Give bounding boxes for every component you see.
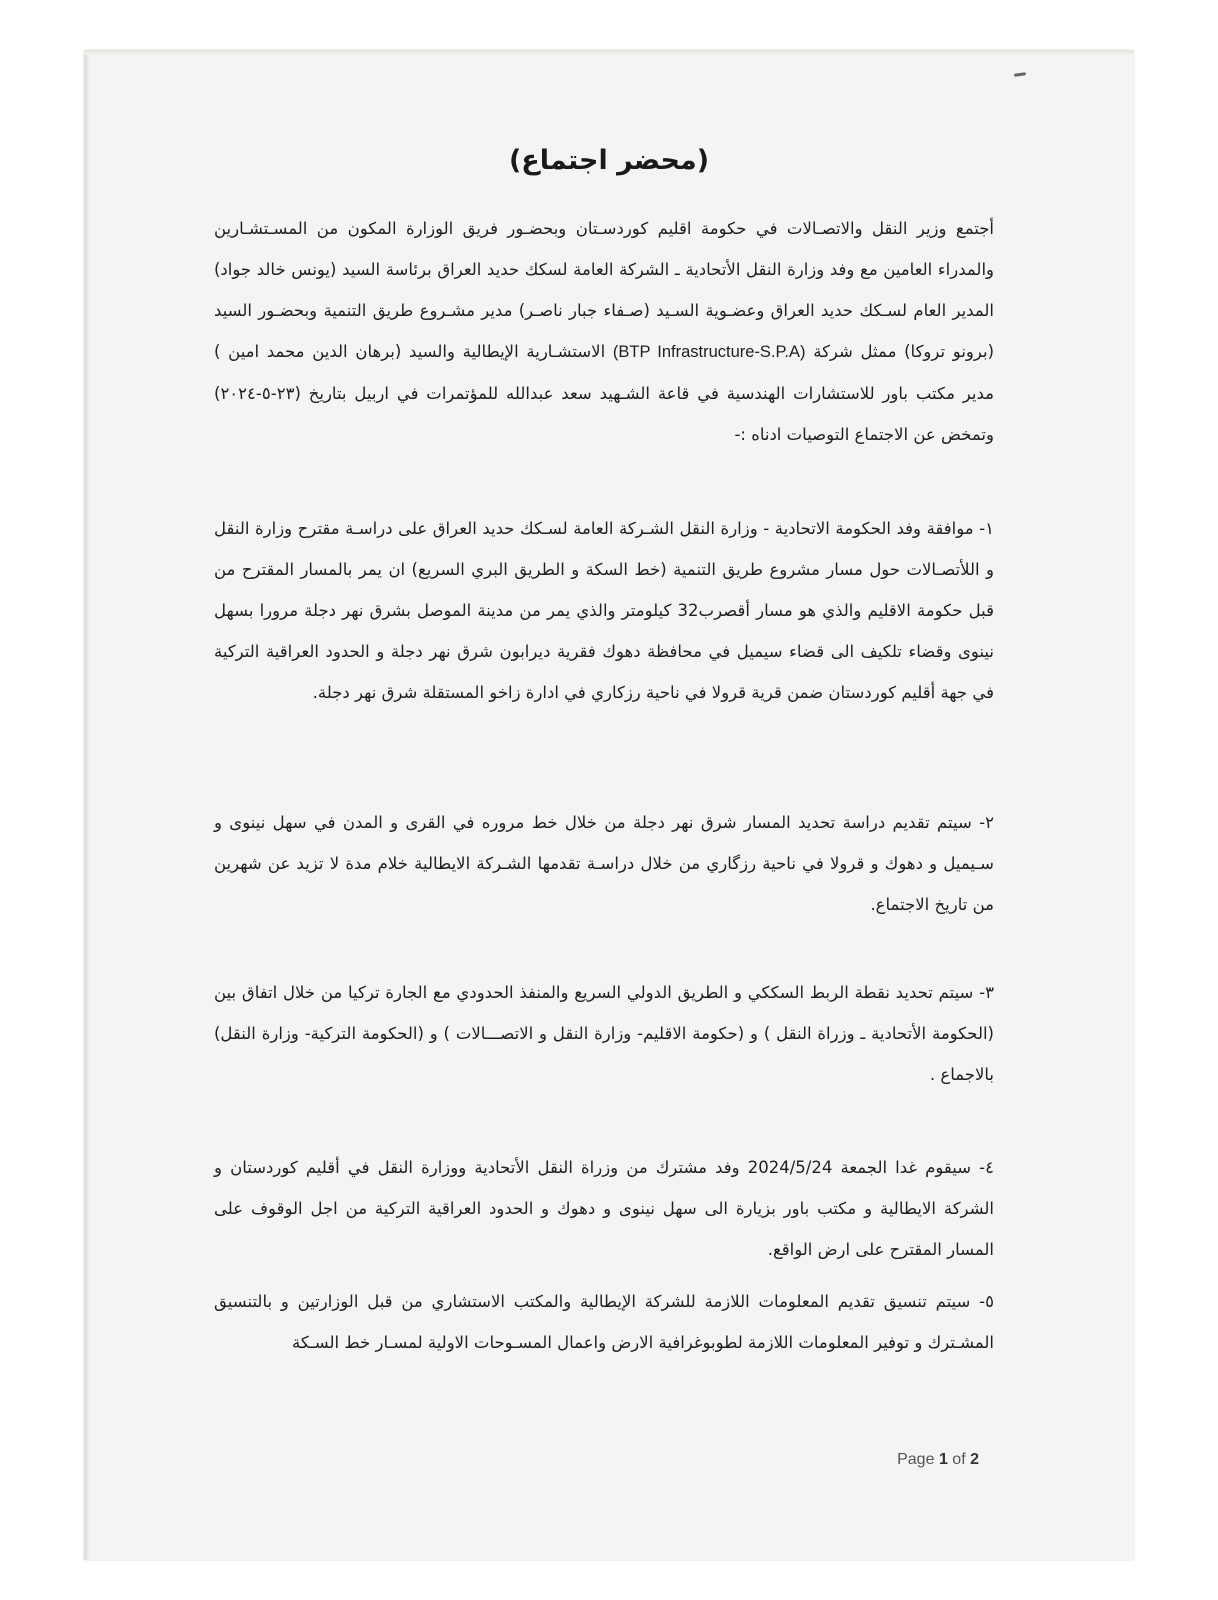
recommendation-item-1: ١- موافقة وفد الحكومة الاتحادية - وزارة النقل الشـركة العامة لسـكك حديد العراق على دراسـة مقترح وزارة النقل و اللأتصـالات حول مسار مشروع طريق التنمية (خط السكة و الطريق البري السريع) ان يمر بالمسار المقترح من قبل حكومة الاقليم والذي هو مسار أقصرب32 كيلومتر والذي يمر من مدينة الموصل بشرق نهر دجلة مرورا بسهل نينوى وقضاء تلكيف الى قضاء سيميل في محافظة دهوك فقرية ديرابون شرق نهر دجلة و الحدود العراقية التركية في جهة أقليم كوردستان ضمن قرية قرولا في ناحية رزكاري في ادارة زاخو المستقلة شرق نهر دجلة. [214,519,994,702]
recommendation-item-2: ٢- سيتم تقديم دراسة تحديد المسار شرق نهر دجلة من خلال خط مروره في القرى و المدن في سهل نينوى و سـيميل و دهوك و قرولا في ناحية رزگاري من خلال دراسـة تقدمها الشـركة الايطالية خلام مدة لا تزيد عن شهرين من تاريخ الاجتماع. [214,813,994,914]
scan-speck [1014,72,1026,77]
recommendation-item-3: ٣- سيتم تحديد نقطة الربط السككي و الطريق الدولي السريع والمنفذ الحدودي مع الجارة تركيا من خلال اتفاق بين (الحكومة الأتحادية ـ وزراة النقل ) و (حكومة الاقليم- وزارة النقل و الاتصـــالات ) و (الحكومة التركية- وزارة النقل) بالاجماع . [214,983,994,1084]
scan-edge-top [84,50,1134,55]
company-name: (BTP Infrastructure-S.P.A) [612,343,806,361]
intro-paragraph [214,208,994,455]
page-total: 2 [970,1451,979,1468]
intro-text-part2: الاستشـارية الإيطالية والسيد (برهان الدين محمد امين ) مدير مكتب باور للاستشارات الهندسية في قاعة الشـهيد سعد عبدالله للمؤتمرات في اربيل بتاريخ (٢٣-٥-٢٠٢٤) وتمخض عن الاجتماع التوصيات ادناه :- [214,342,994,444]
recommendation-item-5: ٥- سيتم تنسيق تقديم المعلومات اللازمة للشركة الإيطالية والمكتب الاستشاري من قبل الوزارتين و بالتنسيق المشـترك و توفير المعلومات اللازمة لطوبوغرافية الارض واعمال المسـوحات الاولية لمسـار خط السـكة [214,1292,994,1352]
recommendation-item-4: ٤- سيقوم غدا الجمعة 2024/5/24 وفد مشترك من وزراة النقل الأتحادية ووزارة النقل في أقليم كوردستان و الشركة الايطالية و مكتب باور بزيارة الى سهل نينوى و دهوك و الحدود العراقية التركية من اجل الوقوف على المسار المقترح على ارض الواقع. [214,1158,994,1259]
page-current: 1 [938,1451,948,1468]
document-page [84,50,1134,1560]
document-title: (محضر اجتماع) [508,145,710,176]
of-word: of [952,1451,966,1468]
scan-edge-left [84,50,90,1560]
intro-text-part1: أجتمع وزير النقل والاتصـالات في حكومة اقليم كوردسـتان وبحضـور فريق الوزارة المكون من المسـتشـارين والمدراء العامين مع وفد وزارة النقل الأتحادية ـ الشركة العامة لسكك حديد العراق برئاسة السيد (يونس خالد جواد) المدير العام لسـكك حديد العراق وعضـوية السـيد (صـفاء جبار ناصـر) مدير مشـروع طريق التنمية وبحضـور السيد (برونو تروكا) ممثل شركة [214,219,995,361]
page-number [897,1451,979,1469]
page-word: Page [897,1451,935,1468]
